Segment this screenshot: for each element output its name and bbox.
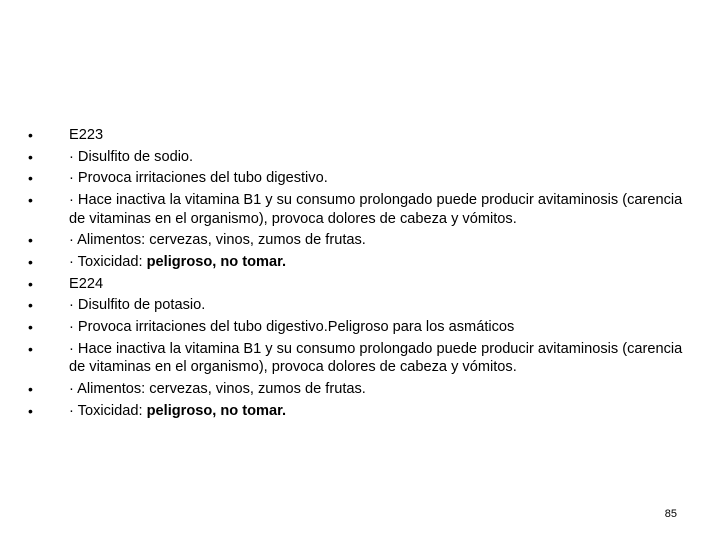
item-text: · Alimentos: cervezas, vinos, zumos de frutas. — [69, 380, 366, 397]
bullet-icon: • — [28, 127, 33, 143]
item-text: · Disulfito de sodio. — [69, 148, 194, 165]
list-item — [28, 340, 688, 377]
list-item — [28, 318, 688, 337]
bullet-icon: • — [28, 297, 33, 314]
item-text: · Disulfito de potasio. — [69, 297, 206, 314]
list-item — [28, 169, 688, 188]
page-number: 85 — [664, 508, 677, 520]
bullet-icon: • — [28, 340, 33, 357]
bullet-icon: • — [28, 275, 33, 292]
item-bold-text: peligroso, no tomar. — [146, 402, 287, 419]
item-text: E224 — [69, 275, 104, 292]
item-text: · Hace inactiva la vitamina B1 y su consumo prolongado puede producir avitaminosis (carencia de vitaminas en el organismo), provoca dolores de cabeza y vómitos. — [69, 192, 683, 227]
list-item — [28, 231, 688, 250]
list-item — [28, 191, 688, 228]
list-item — [28, 126, 688, 145]
item-text: · Toxicidad: — [69, 402, 147, 419]
list-item — [28, 148, 688, 167]
item-text: · Provoca irritaciones del tubo digestivo.Peligroso para los asmáticos — [69, 319, 515, 335]
bullet-icon: • — [28, 253, 33, 270]
item-text: · Provoca irritaciones del tubo digestivo. — [69, 170, 328, 187]
bullet-list — [28, 126, 688, 423]
list-item — [28, 275, 688, 294]
item-text: · Alimentos: cervezas, vinos, zumos de frutas. — [69, 232, 366, 249]
bullet-icon: • — [28, 148, 33, 165]
item-text: · Hace inactiva la vitamina B1 y su consumo prolongado puede producir avitaminosis (carencia de vitaminas en el organismo), provoca dolores de cabeza y vómitos. — [69, 340, 683, 376]
item-text: E223 — [69, 127, 104, 143]
bullet-icon: • — [28, 319, 33, 335]
list-item — [28, 253, 688, 272]
bullet-icon: • — [28, 192, 33, 209]
bullet-icon: • — [28, 402, 33, 419]
list-item — [28, 380, 688, 399]
list-item — [28, 402, 688, 421]
item-text: · Toxicidad: — [69, 253, 147, 270]
list-item — [28, 296, 688, 315]
bullet-icon: • — [28, 232, 33, 249]
bullet-icon: • — [28, 170, 33, 187]
item-bold-text: peligroso, no tomar. — [146, 253, 287, 270]
bullet-icon: • — [28, 380, 33, 397]
